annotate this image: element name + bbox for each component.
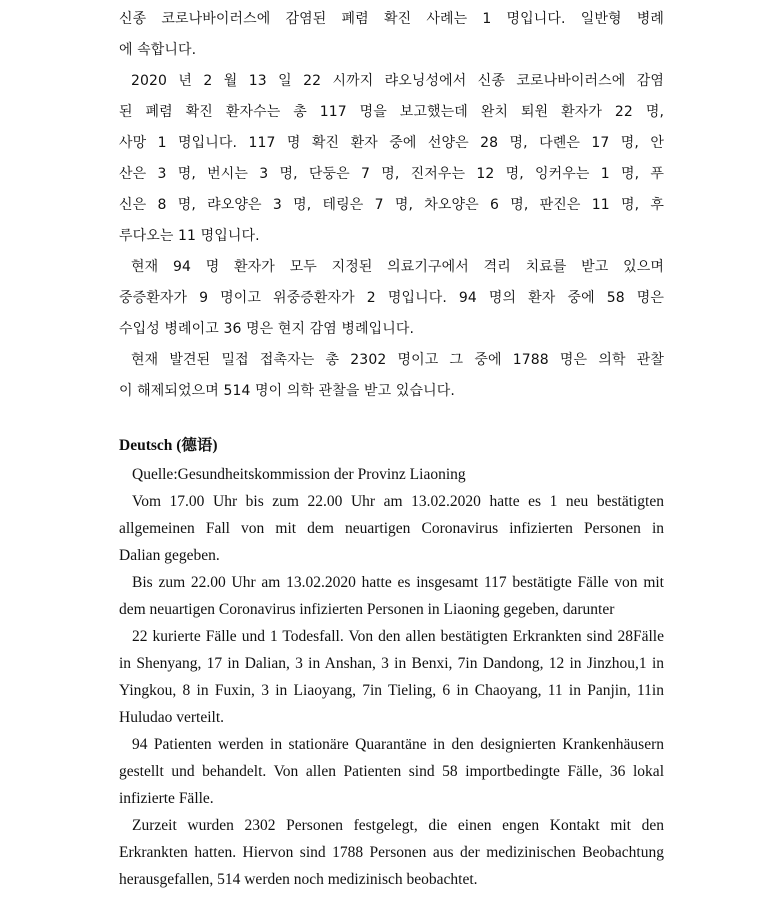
text-line: dem neuartigen Coronavirus infizierten Personen in Liaoning gegeben, darunter: [119, 601, 615, 618]
text-line: 산은 3 명, 번시는 3 명, 단둥은 7 명, 진저우는 12 명, 잉커우는 1 명, 푸: [119, 166, 664, 182]
korean-paragraph-2-first: [119, 66, 664, 97]
text-line: 된 폐렴 확진 환자수는 총 117 명을 보고했는데 완치 퇴원 환자가 22 명,: [119, 104, 664, 120]
text-line: 2020 년 2 월 13 일 22 시까지 랴오닝성에서 신종 코로나바이러스에 감염: [131, 73, 664, 89]
text-line: 중증환자가 9 명이고 위중증환자가 2 명입니다. 94 명의 환자 중에 58 명은: [119, 290, 664, 306]
text-line: Huludao verteilt.: [119, 709, 225, 726]
german-paragraph-4-first: [119, 731, 664, 758]
german-paragraph-5-first: [119, 812, 664, 839]
text-line: in Shenyang, 17 in Dalian, 3 in Anshan, 3 in Benxi, 7in Dandong, 12 in Jinzhou,1 in: [119, 655, 664, 672]
text-line: Yingkou, 8 in Fuxin, 3 in Liaoyang, 7in Tieling, 6 in Chaoyang, 11 in Panjin, 11in: [119, 682, 664, 699]
text-line: 94 Patienten werden in stationäre Quarantäne in den designierten Krankenhäusern: [132, 736, 664, 753]
text-line: 수입성 병례이고 36 명은 현지 감염 병례입니다.: [119, 321, 415, 337]
source-line: [119, 461, 664, 488]
text-line: gestellt und behandelt. Von allen Patienten sind 58 importbedingte Fälle, 36 lokal: [119, 763, 664, 780]
text-line: Dalian gegeben.: [119, 547, 220, 564]
german-paragraph-3: [119, 650, 664, 731]
section-heading: Deutsch (德语): [119, 437, 218, 454]
text-line: Bis zum 22.00 Uhr am 13.02.2020 hatte es insgesamt 117 bestätigte Fälle von mit: [132, 574, 664, 591]
text-line: herausgefallen, 514 werden noch medizinisch beobachtet.: [119, 871, 478, 888]
text-line: Quelle:Gesundheitskommission der Provinz Liaoning: [132, 466, 466, 483]
text-line: 이 해제되었으며 514 명이 의학 관찰을 받고 있습니다.: [119, 383, 455, 399]
german-paragraph-1: [119, 515, 664, 569]
text-line: Erkrankten hatten. Hiervon sind 1788 Personen aus der medizinischen Beobachtung: [119, 844, 664, 861]
korean-paragraph-3-first: [119, 252, 664, 283]
text-line: 신종 코로나바이러스에 감염된 폐렴 확진 사례는 1 명입니다. 일반형 병례: [119, 11, 664, 27]
german-paragraph-2-first: [119, 569, 664, 596]
german-paragraph-3-first: [119, 623, 664, 650]
korean-paragraph-2-end: [119, 221, 664, 252]
text-line: 현재 발견된 밀접 접촉자는 총 2302 명이고 그 중에 1788 명은 의학 관찰: [131, 352, 664, 368]
korean-paragraph-1-end: [119, 35, 664, 66]
text-line: Vom 17.00 Uhr bis zum 22.00 Uhr am 13.02.2020 hatte es 1 neu bestätigten: [132, 493, 664, 510]
text-line: 루다오는 11 명입니다.: [119, 228, 260, 244]
text-line: allgemeinen Fall von mit dem neuartigen Coronavirus infizierten Personen in: [119, 520, 664, 537]
text-line: Zurzeit wurden 2302 Personen festgelegt, die einen engen Kontakt mit den: [132, 817, 664, 834]
korean-paragraph-3: [119, 283, 664, 314]
german-paragraph-1-first: [119, 488, 664, 515]
text-line: 신은 8 명, 랴오양은 3 명, 테링은 7 명, 차오양은 6 명, 판진은 11 명, 후: [119, 197, 664, 213]
german-paragraph-2: [119, 596, 664, 623]
text-line: 에 속합니다.: [119, 42, 197, 58]
korean-paragraph-4-first: [119, 345, 664, 376]
korean-paragraph-3-end: [119, 314, 664, 345]
text-line: 현재 94 명 환자가 모두 지정된 의료기구에서 격리 치료를 받고 있으며: [131, 259, 664, 275]
text-line: infizierte Fälle.: [119, 790, 214, 807]
korean-paragraph-2: [119, 97, 664, 221]
korean-paragraph-4-end: [119, 376, 664, 407]
german-paragraph-4: [119, 758, 664, 812]
text-line: 사망 1 명입니다. 117 명 확진 환자 중에 선양은 28 명, 다롄은 17 명, 안: [119, 135, 664, 151]
text-line: 22 kurierte Fälle und 1 Todesfall. Von den allen bestätigten Erkrankten sind 28Fälle: [132, 628, 664, 645]
german-paragraph-5: [119, 839, 664, 893]
korean-paragraph-1: [119, 4, 664, 35]
